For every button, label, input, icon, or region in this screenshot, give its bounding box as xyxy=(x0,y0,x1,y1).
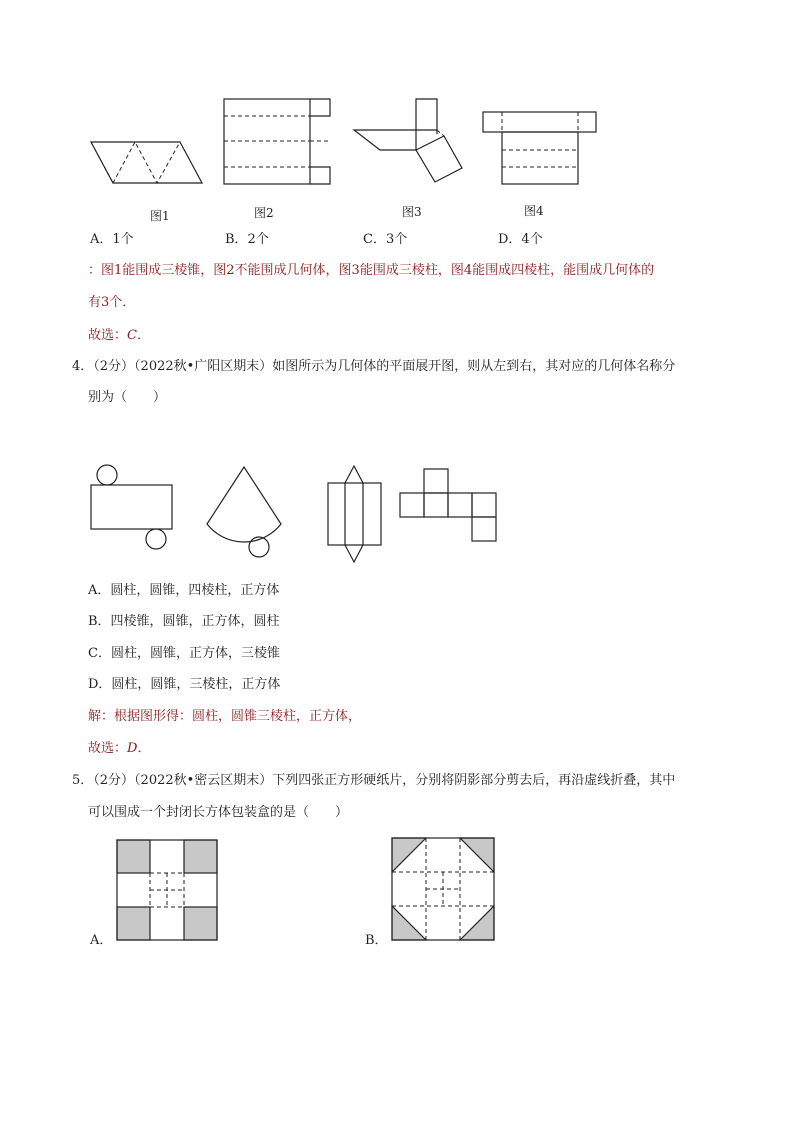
q4-option-a: A．圆柱，圆锥，四棱柱，正方体 xyxy=(88,583,280,598)
q3-option-d: D．4个 xyxy=(498,232,543,247)
q3-solution-line2: 有3个． xyxy=(88,295,136,310)
q3-answer: 故选：C． xyxy=(88,328,150,343)
q4-option-d: D．圆柱，圆锥，三棱柱，正方体 xyxy=(88,677,281,692)
q4-option-b: B．四棱锥，圆锥，正方体，圆柱 xyxy=(88,614,280,629)
q4-stem-line1: 4．（2分）（2022秋•广阳区期末）如图所示为几何体的平面展开图，则从左到右，其对应的几何体名称分 xyxy=(72,359,676,374)
q3-option-a: A．1个 xyxy=(90,232,134,247)
q4-stem-line2: 别为（ ） xyxy=(88,390,167,405)
q4-solution: 解：根据图形得：圆柱，圆锥三棱柱，正方体， xyxy=(88,709,362,724)
q3-option-c: C．3个 xyxy=(363,232,408,247)
figure-label-4: 图4 xyxy=(524,204,544,218)
figure-label-3: 图3 xyxy=(402,205,422,219)
q4-answer: 故选：D． xyxy=(88,741,151,756)
q5-option-b-label: B． xyxy=(365,933,388,948)
q3-solution-line1: ：图1能围成三棱锥，图2不能围成几何体，图3能围成三棱柱，图4能围成四棱柱，能围成几何体的 xyxy=(88,263,655,278)
figure-label-1: 图1 xyxy=(150,209,170,223)
figure-label-2: 图2 xyxy=(254,206,274,220)
q5-option-a-label: A． xyxy=(90,933,113,948)
q5-stem-line1: 5．（2分）（2022秋•密云区期末）下列四张正方形硬纸片，分别将阴影部分剪去后，再沿虚线折叠，其中 xyxy=(72,773,676,788)
q5-stem-line2: 可以围成一个封闭长方体包装盒的是（ ） xyxy=(88,805,349,820)
q3-option-b: B．2个 xyxy=(225,232,269,247)
q4-option-c: C．圆柱，圆锥，正方体，三棱锥 xyxy=(88,646,280,661)
